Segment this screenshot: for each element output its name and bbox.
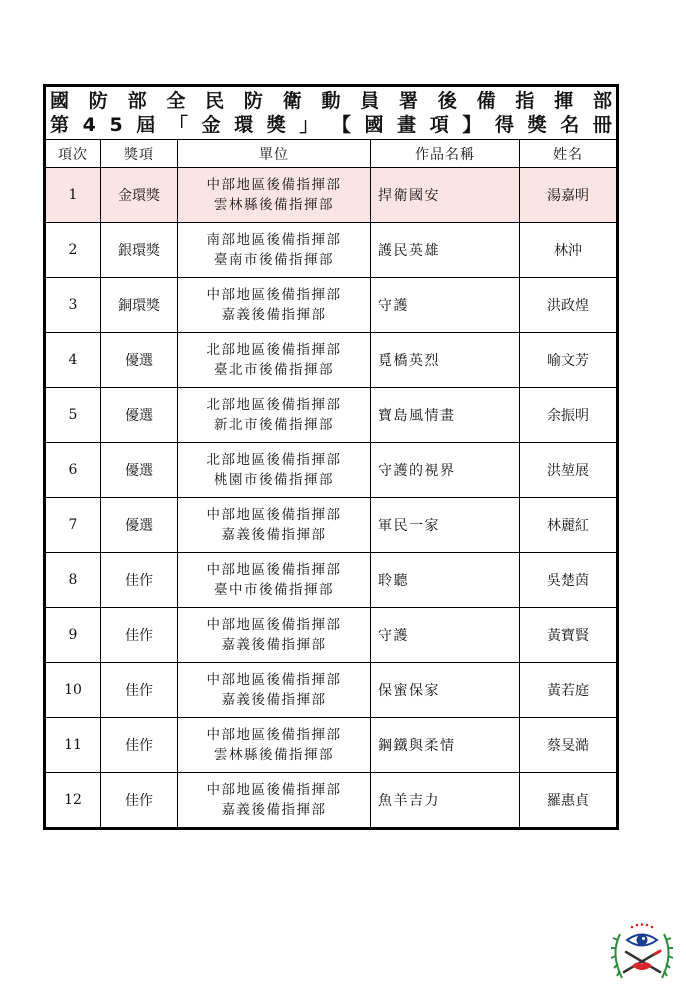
cell-index: 7 [45,498,101,553]
title-char: 國 [50,90,70,112]
document-title [45,86,618,140]
cell-index: 4 [45,333,101,388]
column-header-name: 姓名 [520,140,618,168]
cell-name: 余振明 [520,388,618,443]
cell-name: 洪政煌 [520,278,618,333]
cell-award: 銅環獎 [101,278,178,333]
title-char: 後 [437,90,457,112]
cell-work: 守護 [371,278,520,333]
laurel-right-icon [662,934,673,978]
table-row [45,663,618,718]
unit-line: 嘉義後備指揮部 [221,802,327,818]
title-char: 5 [109,114,123,136]
table-row [45,388,618,443]
cell-unit [178,773,371,829]
title-char: 部 [127,90,147,112]
unit-line: 中部地區後備指揮部 [206,177,342,193]
title-char: 備 [476,90,496,112]
cell-award: 優選 [101,498,178,553]
unit-line: 臺中市後備指揮部 [214,582,334,598]
unit-line: 北部地區後備指揮部 [206,452,342,468]
title-char: 畫 [397,114,417,136]
column-header-work: 作品名稱 [371,140,520,168]
cell-unit [178,443,371,498]
cell-award: 佳作 [101,718,178,773]
cell-name: 蔡旻澔 [520,718,618,773]
table-row [45,553,618,608]
table-row [45,718,618,773]
unit-line: 桃園市後備指揮部 [214,472,334,488]
unit-line: 新北市後備指揮部 [214,417,334,433]
title-char: 名 [560,114,580,136]
title-char: 全 [166,90,186,112]
cell-index: 10 [45,663,101,718]
cell-name: 喻文芳 [520,333,618,388]
cell-work: 鋼鐵與柔情 [371,718,520,773]
cell-award: 優選 [101,333,178,388]
unit-line: 臺北市後備指揮部 [214,362,334,378]
cell-award: 佳作 [101,773,178,829]
unit-line: 中部地區後備指揮部 [206,287,342,303]
table-row [45,278,618,333]
title-char: 【 [331,114,351,136]
table-row [45,168,618,223]
cell-award: 佳作 [101,663,178,718]
cell-index: 1 [45,168,101,223]
cell-unit [178,168,371,223]
unit-line: 嘉義後備指揮部 [221,527,327,543]
unit-line: 嘉義後備指揮部 [221,307,327,323]
cell-unit [178,663,371,718]
title-char: 金 [201,114,221,136]
cell-name: 洪堃展 [520,443,618,498]
title-char: 民 [205,90,225,112]
unit-line: 中部地區後備指揮部 [206,562,342,578]
title-char: 防 [88,90,108,112]
title-char: 項 [429,114,449,136]
title-char: 員 [360,90,380,112]
title-char: 獎 [527,114,547,136]
title-char: 衛 [282,90,302,112]
cell-unit [178,498,371,553]
title-char: 國 [364,114,384,136]
cell-work: 守護的視界 [371,443,520,498]
unit-line: 中部地區後備指揮部 [206,617,342,633]
unit-line: 中部地區後備指揮部 [206,782,342,798]
title-char: 屆 [136,114,156,136]
cell-index: 6 [45,443,101,498]
title-char: 環 [234,114,254,136]
title-char: 得 [494,114,514,136]
unit-line: 嘉義後備指揮部 [221,637,327,653]
cell-unit [178,223,371,278]
title-char: 獎 [266,114,286,136]
cell-index: 3 [45,278,101,333]
cell-name: 羅惠貞 [520,773,618,829]
cell-unit [178,333,371,388]
cell-work: 護民英雄 [371,223,520,278]
cell-work: 聆聽 [371,553,520,608]
table-row [45,223,618,278]
cell-index: 12 [45,773,101,829]
title-char: 部 [592,90,612,112]
eye-icon [627,935,657,946]
title-char: 第 [50,114,70,136]
cell-award: 金環獎 [101,168,178,223]
cell-unit [178,608,371,663]
cell-index: 5 [45,388,101,443]
cell-work: 覓橋英烈 [371,333,520,388]
unit-line: 北部地區後備指揮部 [206,397,342,413]
unit-line: 中部地區後備指揮部 [206,507,342,523]
column-header-row [45,140,618,168]
title-line-1 [50,89,612,113]
unit-line: 北部地區後備指揮部 [206,342,342,358]
cell-work: 魚羊吉力 [371,773,520,829]
title-line-2 [50,113,612,137]
unit-line: 中部地區後備指揮部 [206,727,342,743]
cell-index: 8 [45,553,101,608]
cell-award: 佳作 [101,553,178,608]
unit-line: 嘉義後備指揮部 [221,692,327,708]
cell-name: 湯嘉明 [520,168,618,223]
cell-name: 林麗紅 [520,498,618,553]
cell-unit [178,718,371,773]
unit-line: 雲林縣後備指揮部 [214,747,334,763]
cell-name: 黃若庭 [520,663,618,718]
title-char: 」 [299,114,319,136]
cell-work: 寶島風情畫 [371,388,520,443]
cell-index: 9 [45,608,101,663]
title-char: 冊 [592,114,612,136]
cell-unit [178,278,371,333]
cell-work: 保蜜保家 [371,663,520,718]
title-char: 】 [462,114,482,136]
cell-name: 吳楚茵 [520,553,618,608]
title-char: 4 [82,114,96,136]
column-header-award: 獎項 [101,140,178,168]
cell-work: 捍衛國安 [371,168,520,223]
table-row [45,608,618,663]
column-header-unit: 單位 [178,140,371,168]
table-row [45,333,618,388]
unit-line: 中部地區後備指揮部 [206,672,342,688]
title-char: 防 [243,90,263,112]
cell-award: 銀環獎 [101,223,178,278]
cell-index: 2 [45,223,101,278]
cell-name: 黃寶賢 [520,608,618,663]
cell-index: 11 [45,718,101,773]
laurel-left-icon [611,934,622,978]
title-char: 動 [321,90,341,112]
emblem-icon [606,920,678,992]
lips-icon [632,962,652,970]
cell-name: 林沖 [520,223,618,278]
table-row [45,498,618,553]
table-row [45,443,618,498]
title-char: 署 [399,90,419,112]
stars-arc-icon [631,923,654,928]
cell-award: 優選 [101,443,178,498]
cell-unit [178,553,371,608]
unit-line: 雲林縣後備指揮部 [214,197,334,213]
cell-work: 守護 [371,608,520,663]
column-header-index: 項次 [45,140,101,168]
table-row [45,773,618,829]
title-char: 揮 [554,90,574,112]
unit-line: 臺南市後備指揮部 [214,252,334,268]
unit-line: 南部地區後備指揮部 [206,232,342,248]
cell-work: 軍民一家 [371,498,520,553]
cell-award: 優選 [101,388,178,443]
cell-unit [178,388,371,443]
title-char: 「 [168,114,188,136]
title-char: 指 [515,90,535,112]
cell-award: 佳作 [101,608,178,663]
award-list-table [43,84,619,830]
